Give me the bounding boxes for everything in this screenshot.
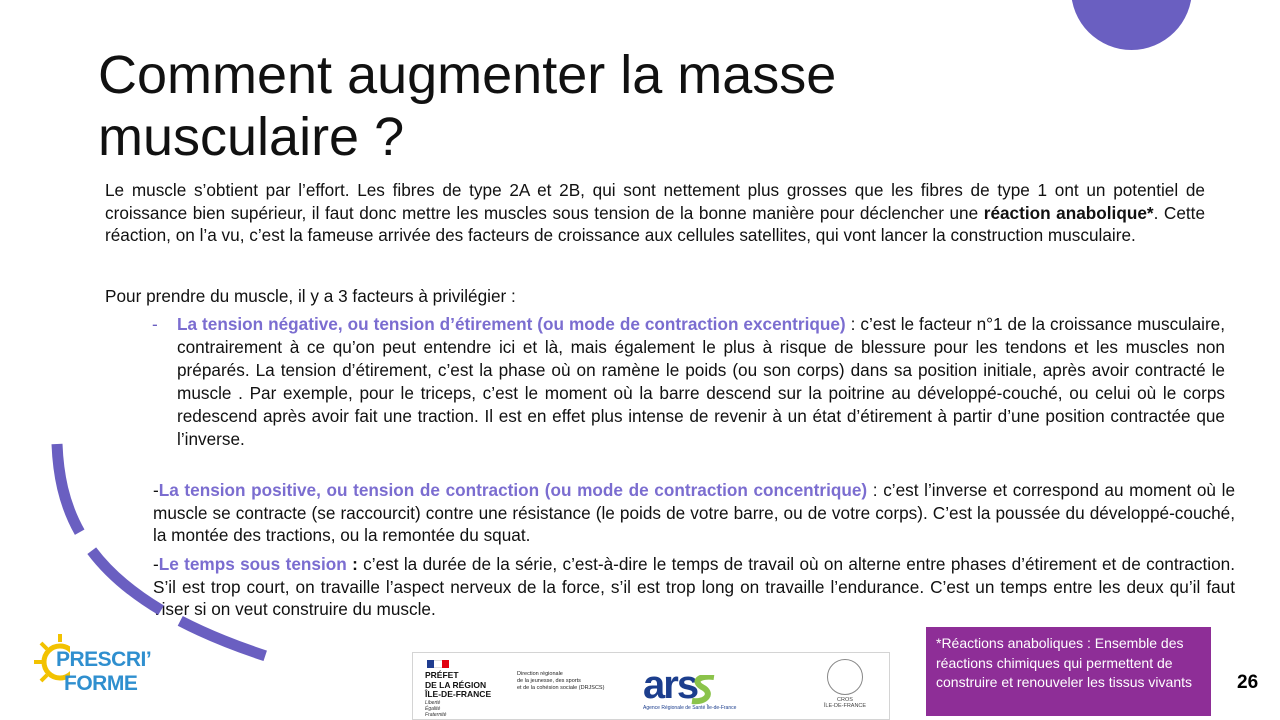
prefet-motto: Liberté Égalité Fraternité	[425, 700, 447, 718]
ars-swoosh-icon	[688, 675, 718, 705]
decorative-circle	[1071, 0, 1192, 50]
ars-logo: ars	[643, 663, 698, 707]
bullet-dash: -	[153, 480, 159, 500]
cros-label: CROS ÎLE-DE-FRANCE	[823, 697, 867, 709]
factor-body: : c’est l’inverse et correspond au moment où le muscle se contracte (se raccourcit) contre une résistance (le poids de votre barre, ou de votre corps). C’est la poussée du développé-couché, la montée des tractions, ou la remontée du squat.	[153, 480, 1235, 546]
footnote-box: *Réactions anaboliques : Ensemble des réactions chimiques qui permettent de construire et renouveler les tissus vivants	[926, 627, 1211, 716]
page-number: 26	[1237, 672, 1259, 693]
factor-heading: La tension positive, ou tension de contraction (ou mode de contraction concentrique)	[158, 480, 868, 500]
bullet-dash: -	[152, 314, 158, 334]
title-line-2: musculaire ?	[98, 107, 405, 167]
factor-item	[153, 553, 1235, 621]
decorative-arc	[0, 0, 300, 720]
factor-body: : c’est le facteur n°1 de la croissance musculaire, contrairement à ce qu’on peut entendre ici et là, mais également le plus à risque de blessure pour les tendons et les muscles non préparés. La tension d’étirement, c’est la phase où on ramène le poids (ou son corps) dans sa position initiale, après avoir contracté le muscle . Par exemple, pour le triceps, c’est le moment où la barre descend sur la poitrine au développé-couché, ou celui où le corps redescend après avoir fait une traction. Il est en effet plus intense de revenir à un état d’étirement à partir d’une position contractée que l’inverse.	[177, 314, 1226, 450]
logo-word-1: PRESCRI’	[56, 648, 152, 671]
factor-item	[177, 313, 1225, 452]
logo-word-2: FORME	[64, 672, 138, 695]
intro-text-a: Le muscle s’obtient par l’effort. Les fibres de type 2A et 2B, qui sont nettement plus grosses que les fibres de type 1 ont un potentiel de croissance bien supérieur, il faut donc mettre les muscles sous tension de la bonne manière pour déclencher une	[105, 180, 1205, 223]
intro-bold-term: réaction anabolique*	[983, 202, 1154, 223]
cros-seal-icon	[827, 659, 863, 695]
factor-colon: :	[346, 554, 358, 574]
factor-heading: La tension négative, ou tension d’étirement (ou mode de contraction excentrique)	[177, 314, 846, 334]
partner-logos	[412, 652, 890, 720]
prescriforme-logo	[30, 628, 170, 708]
french-flag-icon	[427, 660, 449, 668]
prefet-logo-text: PRÉFET DE LA RÉGION ÎLE-DE-FRANCE	[425, 670, 492, 699]
ars-subtitle: Agence Régionale de Santé Île-de-France	[643, 705, 737, 711]
title-line-1: Comment augmenter la masse	[98, 45, 837, 105]
factors-intro: Pour prendre du muscle, il y a 3 facteurs à privilégier :	[105, 286, 516, 306]
factor-heading: Le temps sous tension	[158, 554, 347, 574]
intro-text-b: . Cette réaction, on l’a vu, c’est la fameuse arrivée des facteurs de croissance aux cellules satellites, qui vont lancer la construction musculaire.	[105, 202, 1206, 246]
bullet-dash: -	[153, 554, 159, 574]
factor-body: c’est la durée de la série, c’est-à-dire le temps de travail où on alterne entre phases d’étirement et de contraction. S’il est trop court, on travaille l’aspect nerveux de la force, s’il est trop long on travaille l’endurance. C’est un temps entre les deux qu’il faut viser si on veut construire du muscle.	[153, 554, 1236, 620]
drjscs-text: Direction régionale de la jeunesse, des sports et de la cohésion sociale (DRJSCS)	[517, 671, 605, 691]
factor-item	[153, 479, 1235, 547]
